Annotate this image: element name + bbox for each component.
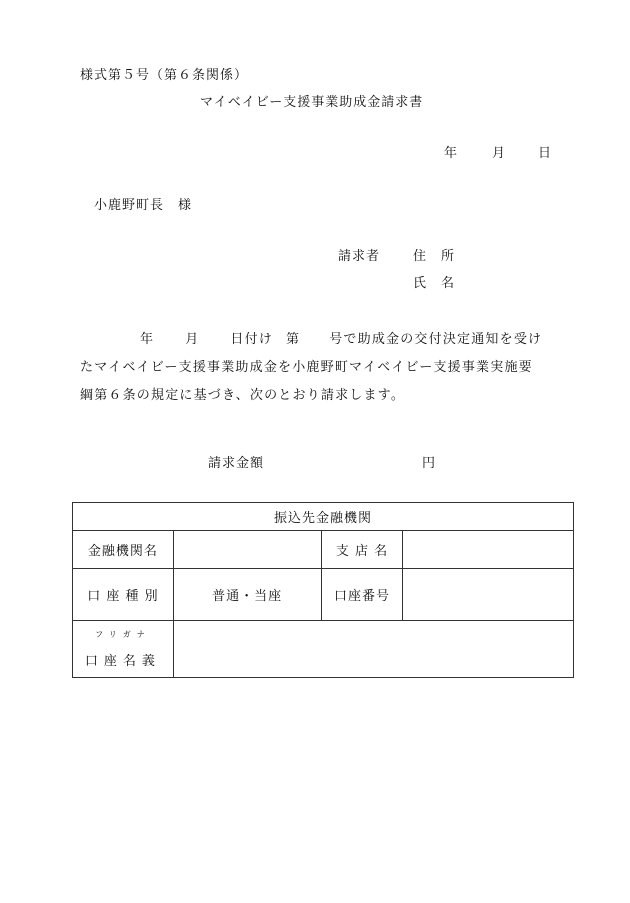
addressee: 小鹿野町長 様 [94,198,193,213]
bank-institution-row [73,531,574,569]
body-number-prefix: 第 [286,332,301,347]
body-dated: 日付け [230,332,274,347]
account-number-label: 口座番号 [321,569,403,621]
bank-account-row [73,569,574,621]
branch-label: 支 店 名 [321,531,403,569]
account-number-field[interactable] [403,569,574,621]
body-month: 月 [185,332,200,347]
body-line-2: たマイベイビー支援事業助成金を小鹿野町マイベイビー支援事業実施要 [80,360,533,375]
date-year-label: 年 [444,146,459,161]
requester-name-label: 氏 名 [413,276,456,291]
requester-address-label: 住 所 [413,249,456,264]
form-number: 様式第５号（第６条関係） [80,68,249,83]
account-holder-field[interactable] [173,621,573,678]
institution-field[interactable] [173,531,321,569]
requester-label: 請求者 [338,249,381,264]
body-line-3: 綱第６条の規定に基づき、次のとおり請求します。 [80,388,406,403]
date-day-label: 日 [538,146,553,161]
date-month-label: 月 [492,146,507,161]
bank-holder-row [73,621,574,678]
amount-unit: 円 [422,456,437,471]
request-body-text [80,326,580,410]
bank-info-table [72,502,574,678]
branch-field[interactable] [403,531,574,569]
account-holder-label-cell [73,621,174,678]
body-line1-rest: 号で助成金の交付決定通知を受け [329,332,543,347]
furigana-label: フリガナ [95,630,151,639]
bank-table-header: 振込先金融機関 [73,503,574,531]
bank-table-header-row [73,503,574,531]
institution-label: 金融機関名 [73,531,174,569]
form-title: マイベイビー支援事業助成金請求書 [200,95,424,110]
amount-label: 請求金額 [208,456,265,471]
account-holder-label: 口座名義 [84,654,161,669]
account-type-value[interactable]: 普通・当座 [173,569,321,621]
account-type-label: 口 座 種 別 [73,569,174,621]
body-year: 年 [140,332,155,347]
body-line-1 [80,326,580,354]
